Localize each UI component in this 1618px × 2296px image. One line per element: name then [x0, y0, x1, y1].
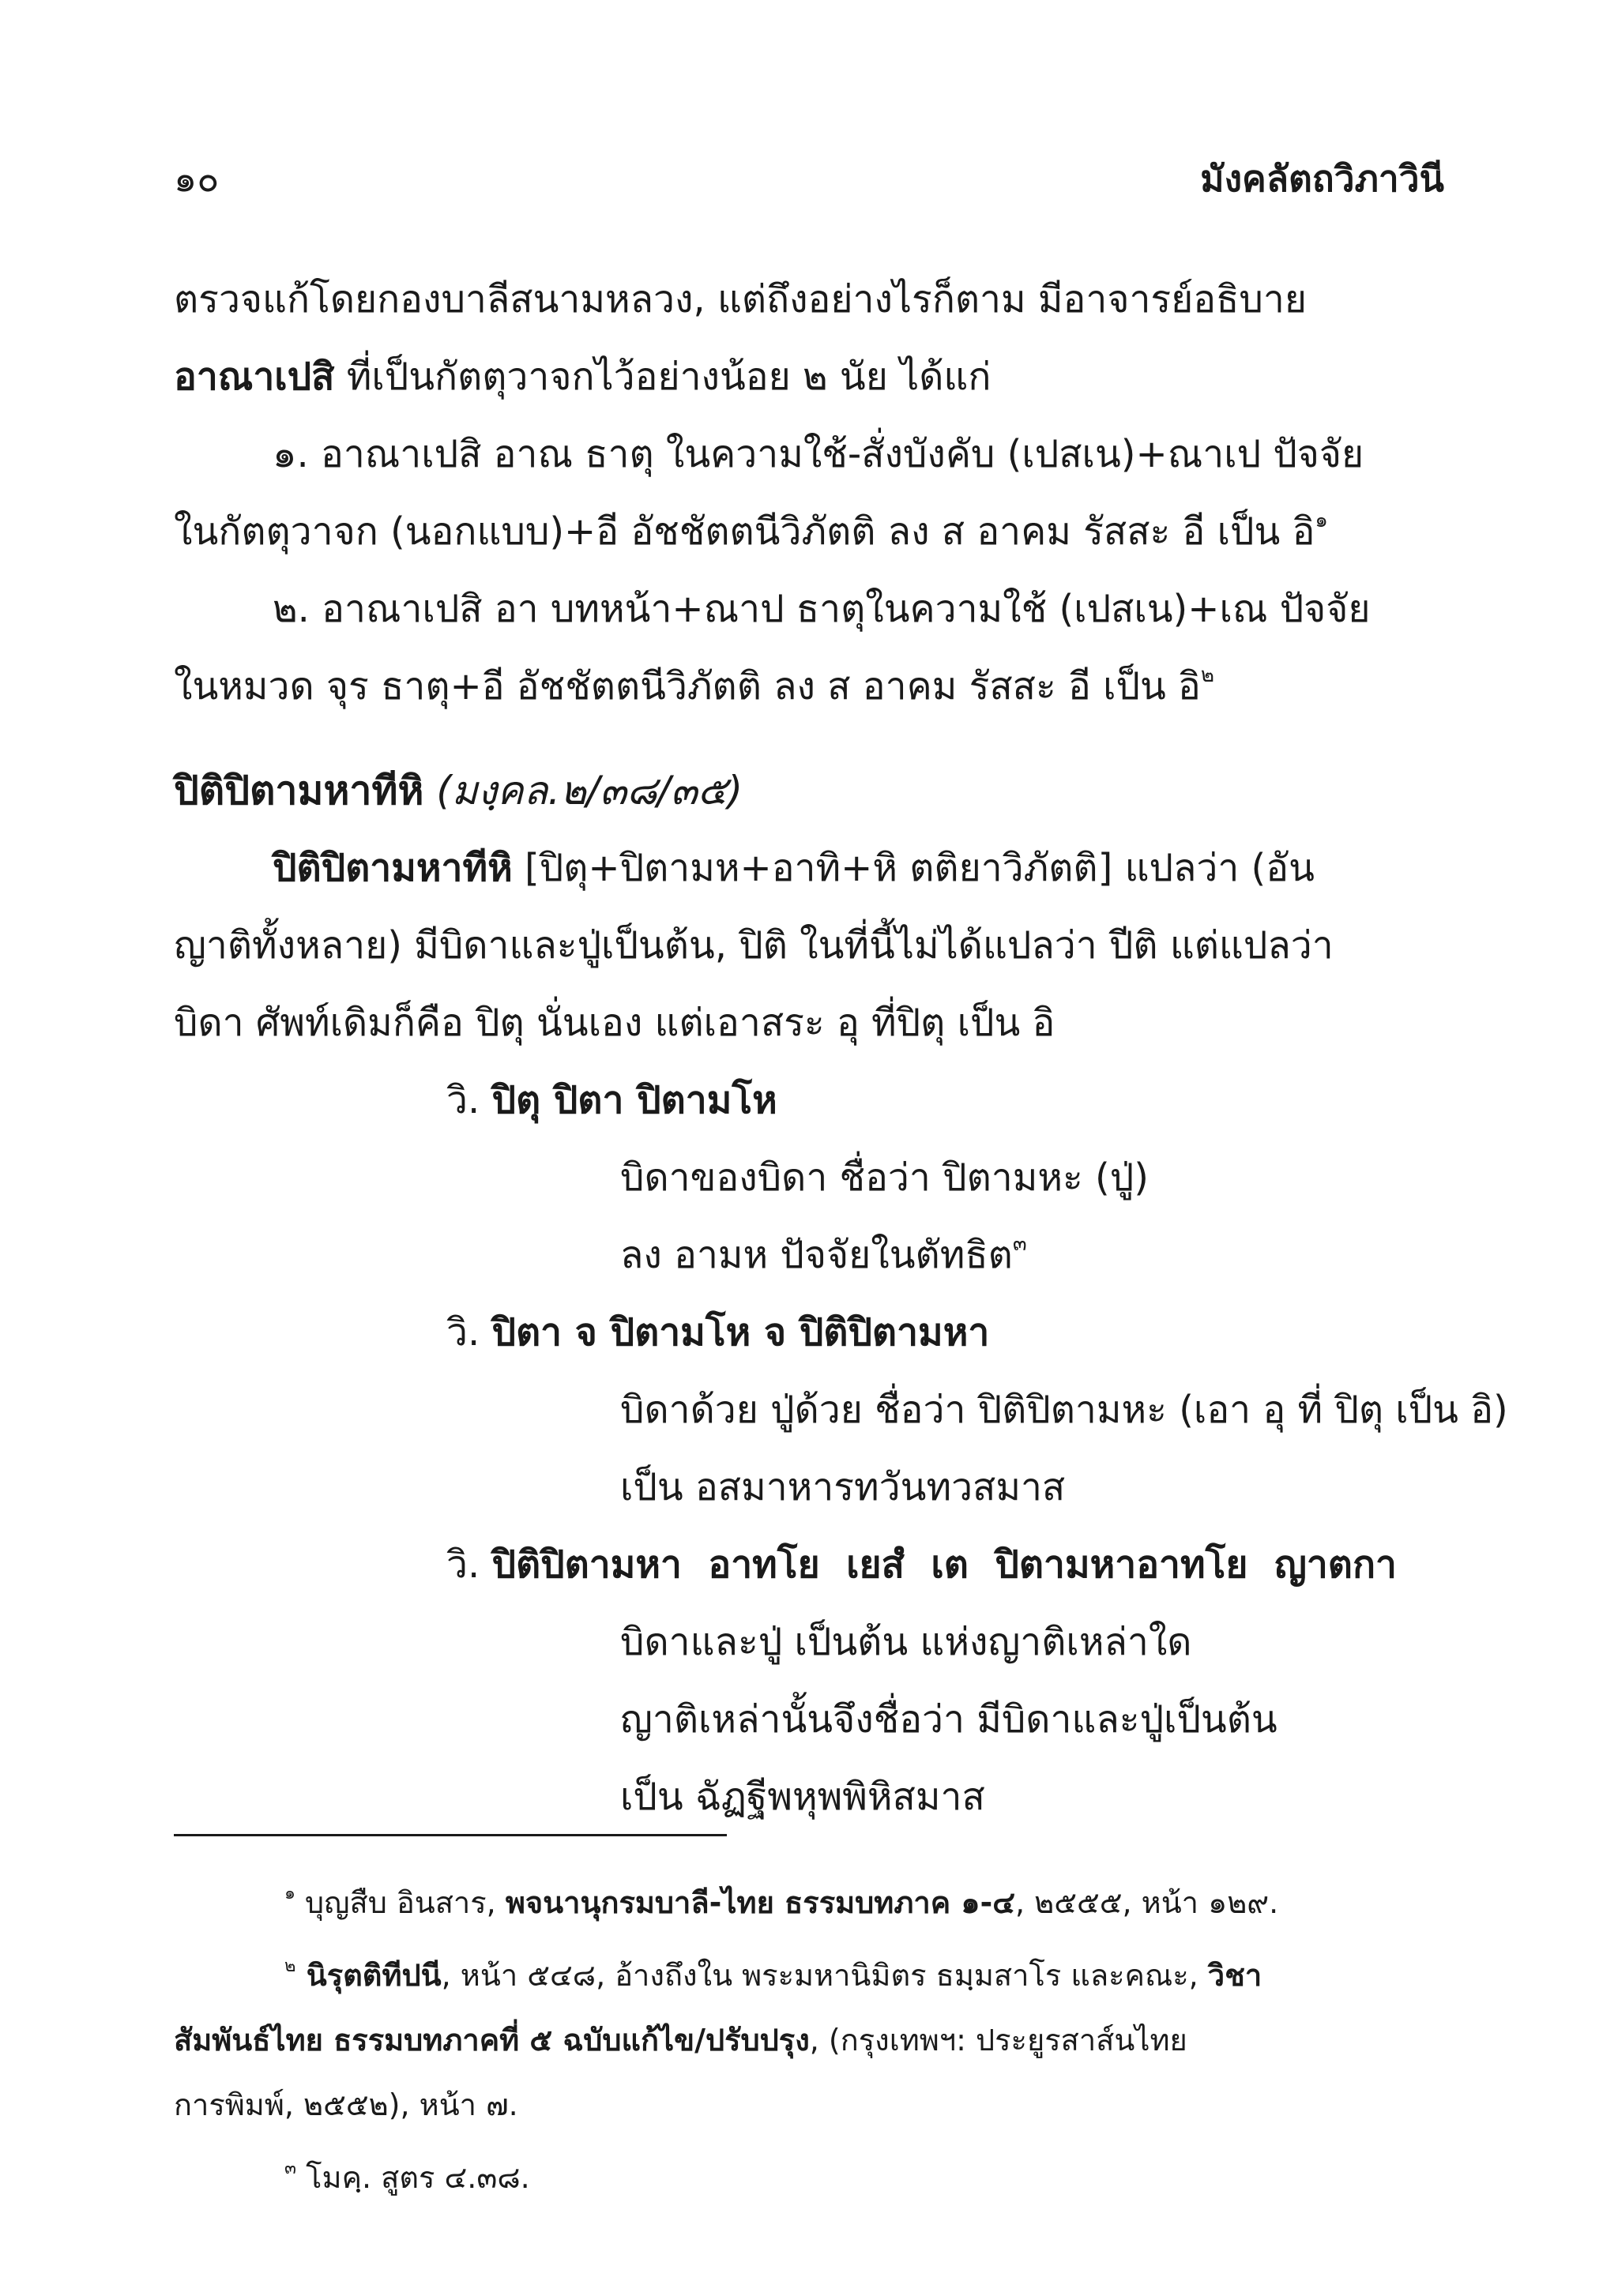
text-span: บุญสืบ อินสาร,: [295, 1885, 506, 1920]
text-span: ในกัตตุวาจก (นอกแบบ)+อี อัชชัตตนีวิภัตติ ลง ส อาคม รัสสะ อี เป็น อิ: [174, 509, 1315, 554]
footnote-ref: ๑: [1315, 509, 1328, 532]
definition-line: [174, 984, 1446, 1062]
analysis-heading: [174, 1526, 1446, 1603]
footnote-mark: ๒: [284, 1956, 296, 1976]
term-bold: อาณาเปสิ: [174, 355, 335, 399]
citation-title: วิชา: [1207, 1958, 1262, 1993]
heading-reference: (มงฺคล.๒/๓๘/๓๕): [423, 768, 743, 814]
footnote-ref: ๓: [1012, 1232, 1027, 1256]
analysis-line: [174, 1216, 1446, 1294]
analysis-line: [174, 1681, 1446, 1758]
paragraph-line: [174, 338, 1446, 415]
section-heading: [174, 752, 1446, 829]
text-span: ๒. อาณาเปสิ อา บทหน้า+ณาป ธาตุในความใช้ (เปสเน)+เณ ปัจจัย: [273, 587, 1371, 631]
footnote-ref: ๒: [1200, 663, 1215, 687]
text-span: บิดา ศัพท์เดิมก็คือ ปิตุ นั่นเอง แต่เอาสระ อุ ที่ปิตุ เป็น อิ: [174, 1001, 1055, 1045]
text-span: บิดาของบิดา ชื่อว่า ปิตามหะ (ปู่): [620, 1156, 1149, 1200]
text-span: ญาติเหล่านั้นจึงชื่อว่า มีบิดาและปู่เป็นต้น: [620, 1697, 1277, 1742]
analysis-line: [174, 1603, 1446, 1681]
citation-title: นิรุตติทีปนี: [295, 1958, 442, 1993]
definition-line: [174, 829, 1446, 907]
body-text: [174, 261, 1508, 1836]
text-span: , หน้า ๕๔๘, อ้างถึงใน พระมหานิมิตร ธมฺมสาโร และคณะ,: [441, 1958, 1208, 1993]
analysis-line: [174, 1758, 1446, 1836]
running-title: มังคลัตถวิภาวินี: [1200, 157, 1444, 200]
text-span: ที่เป็นกัตตุวาจกไว้อย่างน้อย ๒ นัย ได้แก่: [334, 355, 991, 399]
footnote-2-continued: [174, 2072, 1446, 2137]
list-item-2: [174, 570, 1446, 648]
citation-title: สัมพันธ์ไทย ธรรมบทภาคที่ ๕ ฉบับแก้ไข/ปรับปรุง: [174, 2023, 810, 2057]
analysis-term: ปิตา จ ปิตามโห จ ปิติปิตามหา: [491, 1310, 990, 1355]
page-header: [174, 150, 1444, 205]
text-span: บิดาด้วย ปู่ด้วย ชื่อว่า ปิติปิตามหะ (เอา อุ ที่ ปิตุ เป็น อิ): [620, 1388, 1508, 1432]
analysis-term: ปิตุ ปิตา ปิตามโห: [491, 1078, 777, 1122]
page-number: ๑๐: [174, 157, 220, 200]
analysis-line: [174, 1139, 1446, 1216]
list-item-1: [174, 415, 1446, 493]
text-span: , ๒๕๕๕, หน้า ๑๒๙.: [1015, 1885, 1279, 1920]
definition-line: [174, 907, 1446, 984]
footnote-mark: ๓: [284, 2159, 297, 2178]
footnote-3: [174, 2145, 1446, 2210]
analysis-heading: [174, 1294, 1446, 1371]
term-bold: ปิติปิตามหาทีหิ: [273, 846, 513, 890]
text-span: ญาติทั้งหลาย) มีบิดาและปู่เป็นต้น, ปิติ ในที่นี้ไม่ได้แปลว่า ปีติ แต่แปลว่า: [174, 923, 1334, 968]
footnotes: [174, 1870, 1446, 2210]
text-span: ในหมวด จุร ธาตุ+อี อัชชัตตนีวิภัตติ ลง ส อาคม รัสสะ อี เป็น อิ: [174, 664, 1201, 708]
footnote-divider: [174, 1834, 727, 1836]
analysis-term: ปิติปิตามหา อาทโย เยสํ เต ปิตามหาอาทโย ญาตกา: [491, 1543, 1397, 1587]
paragraph-line: [174, 261, 1446, 338]
vi-prefix: วิ.: [446, 1310, 492, 1355]
footnote-2-continued: [174, 2008, 1446, 2072]
text-span: ตรวจแก้โดยกองบาลีสนามหลวง, แต่ถึงอย่างไรก็ตาม มีอาจารย์อธิบาย: [174, 277, 1307, 321]
footnote-mark: ๑: [284, 1884, 295, 1903]
heading-term: ปิติปิตามหาทีหิ: [174, 768, 424, 814]
text-span: โมคฺ. สูตร ๔.๓๘.: [296, 2160, 530, 2195]
text-span: เป็น อสมาหารทวันทวสมาส: [620, 1465, 1066, 1509]
citation-title: พจนานุกรมบาลี-ไทย ธรรมบทภาค ๑-๔: [505, 1885, 1016, 1920]
text-span: บิดาและปู่ เป็นต้น แห่งญาติเหล่าใด: [620, 1620, 1192, 1664]
text-span: [ปิตุ+ปิตามห+อาทิ+หิ ตติยาวิภัตติ] แปลว่า (อัน: [512, 846, 1315, 890]
list-item-1-continued: [174, 493, 1446, 570]
footnote-2: [174, 1943, 1446, 2008]
text-span: ๑. อาณาเปสิ อาณ ธาตุ ในความใช้-สั่งบังคับ (เปสเน)+ณาเป ปัจจัย: [273, 432, 1364, 476]
analysis-heading: [174, 1062, 1446, 1139]
text-span: ลง อามห ปัจจัยในตัทธิต: [620, 1233, 1013, 1277]
analysis-line: [174, 1371, 1508, 1449]
text-span: เป็น ฉัฏฐีพหุพพิหิสมาส: [620, 1775, 985, 1819]
text-span: การพิมพ์, ๒๕๕๒), หน้า ๗.: [174, 2087, 518, 2122]
list-item-2-continued: [174, 648, 1446, 725]
vi-prefix: วิ.: [446, 1543, 492, 1587]
text-span: , (กรุงเทพฯ: ประยูรสาส์นไทย: [809, 2023, 1187, 2057]
footnote-1: [174, 1870, 1446, 1935]
analysis-line: [174, 1449, 1446, 1526]
vi-prefix: วิ.: [446, 1078, 492, 1122]
